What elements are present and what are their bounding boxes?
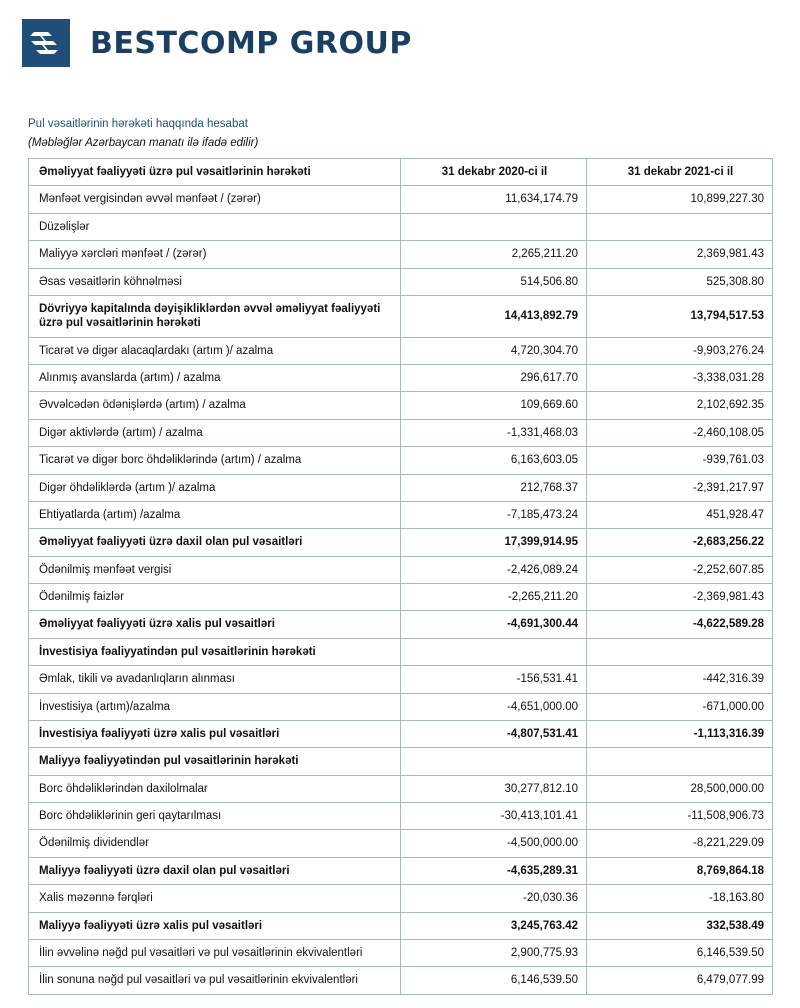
row-label: Ticarət və digər alacaqlardakı (artım )/ azalma — [29, 337, 401, 364]
table-row — [29, 803, 773, 830]
table-row — [29, 720, 773, 747]
table-row — [29, 967, 773, 994]
value-2021: -1,113,316.39 — [587, 720, 773, 747]
value-2021: -4,622,589.28 — [587, 611, 773, 638]
value-2020: -4,807,531.41 — [401, 720, 587, 747]
table-row — [29, 447, 773, 474]
value-2021 — [587, 213, 773, 240]
row-label: Əsas vəsaitlərin köhnəlməsi — [29, 268, 401, 295]
value-2020: -1,331,468.03 — [401, 419, 587, 446]
value-2021: -11,508,906.73 — [587, 803, 773, 830]
value-2020: 4,720,304.70 — [401, 337, 587, 364]
brand-name: BESTCOMP GROUP — [90, 25, 412, 61]
page-subtitle: (Məbləğlər Azərbaycan manatı ilə ifadə edilir) — [28, 137, 259, 149]
table-row — [29, 912, 773, 939]
value-2020: 6,146,539.50 — [401, 967, 587, 994]
value-2020: -2,426,089.24 — [401, 556, 587, 583]
table-row — [29, 693, 773, 720]
table-row — [29, 501, 773, 528]
value-2021: -939,761.03 — [587, 447, 773, 474]
value-2021: 332,538.49 — [587, 912, 773, 939]
value-2021: -442,316.39 — [587, 666, 773, 693]
value-2020: -4,691,300.44 — [401, 611, 587, 638]
column-header: 31 dekabr 2020-ci il — [401, 159, 587, 186]
table-row — [29, 337, 773, 364]
row-label: İnvestisiya fəaliyyatindən pul vəsaitlərinin hərəkəti — [29, 638, 401, 665]
table-row — [29, 775, 773, 802]
value-2020: 296,617.70 — [401, 365, 587, 392]
row-label: Ticarət və digər borc öhdəliklərində (artım) / azalma — [29, 447, 401, 474]
row-label: Ödənilmiş mənfəət vergisi — [29, 556, 401, 583]
page-title: Pul vəsaitlərinin hərəkəti haqqında hesabat — [28, 118, 248, 130]
value-2021: -2,683,256.22 — [587, 529, 773, 556]
row-label: Digər öhdəliklərdə (artım )/ azalma — [29, 474, 401, 501]
value-2020: 14,413,892.79 — [401, 295, 587, 337]
table-row — [29, 748, 773, 775]
value-2021: 525,308.80 — [587, 268, 773, 295]
cash-flow-table — [28, 158, 773, 995]
cash-flow-table-body — [29, 159, 773, 995]
value-2021: 10,899,227.30 — [587, 186, 773, 213]
value-2020: -30,413,101.41 — [401, 803, 587, 830]
cash-flow-table-wrapper — [28, 158, 772, 995]
table-row — [29, 584, 773, 611]
row-label: İnvestisiya fəaliyyəti üzrə xalis pul vəsaitləri — [29, 720, 401, 747]
row-label: Borc öhdəliklərindən daxilolmalar — [29, 775, 401, 802]
page-header — [0, 0, 800, 72]
row-label: Maliyyə fəaliyyətindən pul vəsaitlərinin hərəkəti — [29, 748, 401, 775]
row-label: İlin sonuna nəğd pul vəsaitləri və pul vəsaitlərinin ekvivalentləri — [29, 967, 401, 994]
row-label: Maliyyə fəaliyyəti üzrə daxil olan pul vəsaitləri — [29, 857, 401, 884]
table-row — [29, 213, 773, 240]
value-2021: -2,460,108.05 — [587, 419, 773, 446]
row-label: Əmlak, tikili və avadanlıqların alınması — [29, 666, 401, 693]
row-label: Borc öhdəliklərinin geri qaytarılması — [29, 803, 401, 830]
value-2021: 28,500,000.00 — [587, 775, 773, 802]
value-2020: -4,651,000.00 — [401, 693, 587, 720]
row-label: Ödənilmiş faizlər — [29, 584, 401, 611]
row-label: Dövriyyə kapitalında dəyişikliklərdən əvvəl əməliyyat fəaliyyəti üzrə pul vəsaitlərinin hərəkəti — [29, 295, 401, 337]
table-row — [29, 857, 773, 884]
value-2020: -7,185,473.24 — [401, 501, 587, 528]
row-label: Alınmış avanslarda (artım) / azalma — [29, 365, 401, 392]
value-2020 — [401, 638, 587, 665]
row-label: Əməliyyat fəaliyyəti üzrə daxil olan pul vəsaitləri — [29, 529, 401, 556]
table-row — [29, 268, 773, 295]
row-label: İnvestisiya (artım)/azalma — [29, 693, 401, 720]
table-row — [29, 392, 773, 419]
column-header: Əməliyyat fəaliyyəti üzrə pul vəsaitlərinin hərəkəti — [29, 159, 401, 186]
column-header: 31 dekabr 2021-ci il — [587, 159, 773, 186]
bestcomp-logo-icon — [22, 19, 70, 67]
value-2020: 212,768.37 — [401, 474, 587, 501]
table-row — [29, 830, 773, 857]
value-2021: -9,903,276.24 — [587, 337, 773, 364]
value-2020: -20,030.36 — [401, 885, 587, 912]
value-2021: 451,928.47 — [587, 501, 773, 528]
value-2021: 2,369,981.43 — [587, 241, 773, 268]
table-row — [29, 186, 773, 213]
row-label: Ödənilmiş dividendlər — [29, 830, 401, 857]
value-2020: -156,531.41 — [401, 666, 587, 693]
table-row — [29, 295, 773, 337]
value-2021: -2,252,607.85 — [587, 556, 773, 583]
table-row — [29, 419, 773, 446]
row-label: Maliyyə xərcləri mənfəət / (zərər) — [29, 241, 401, 268]
value-2020: -2,265,211.20 — [401, 584, 587, 611]
value-2020 — [401, 748, 587, 775]
row-label: Əvvəlcədən ödənişlərdə (artım) / azalma — [29, 392, 401, 419]
row-label: Düzəlişlər — [29, 213, 401, 240]
value-2021 — [587, 748, 773, 775]
value-2021: 2,102,692.35 — [587, 392, 773, 419]
table-row — [29, 474, 773, 501]
value-2021 — [587, 638, 773, 665]
table-row — [29, 556, 773, 583]
value-2020: 11,634,174.79 — [401, 186, 587, 213]
value-2021: -8,221,229.09 — [587, 830, 773, 857]
value-2020: 3,245,763.42 — [401, 912, 587, 939]
row-label: Xalis məzənnə fərqləri — [29, 885, 401, 912]
value-2021: -18,163.80 — [587, 885, 773, 912]
value-2020 — [401, 213, 587, 240]
table-row — [29, 885, 773, 912]
value-2021: -2,391,217.97 — [587, 474, 773, 501]
value-2020: -4,635,289.31 — [401, 857, 587, 884]
row-label: Ehtiyatlarda (artım) /azalma — [29, 501, 401, 528]
value-2020: 30,277,812.10 — [401, 775, 587, 802]
row-label: İlin əvvəlinə nəğd pul vəsaitləri və pul vəsaitlərinin ekvivalentləri — [29, 939, 401, 966]
value-2021: -2,369,981.43 — [587, 584, 773, 611]
row-label: Əməliyyat fəaliyyəti üzrə xalis pul vəsaitləri — [29, 611, 401, 638]
value-2021: 13,794,517.53 — [587, 295, 773, 337]
value-2021: -3,338,031.28 — [587, 365, 773, 392]
table-row — [29, 611, 773, 638]
value-2021: 6,479,077.99 — [587, 967, 773, 994]
row-label: Maliyyə fəaliyyəti üzrə xalis pul vəsaitləri — [29, 912, 401, 939]
value-2020: 6,163,603.05 — [401, 447, 587, 474]
table-row — [29, 638, 773, 665]
value-2021: 6,146,539.50 — [587, 939, 773, 966]
table-row — [29, 666, 773, 693]
value-2020: -4,500,000.00 — [401, 830, 587, 857]
value-2020: 17,399,914.95 — [401, 529, 587, 556]
value-2021: -671,000.00 — [587, 693, 773, 720]
table-row — [29, 365, 773, 392]
value-2020: 109,669.60 — [401, 392, 587, 419]
value-2020: 2,900,775.93 — [401, 939, 587, 966]
row-label: Mənfəət vergisindən əvvəl mənfəət / (zərər) — [29, 186, 401, 213]
row-label: Digər aktivlərdə (artım) / azalma — [29, 419, 401, 446]
value-2020: 514,506.80 — [401, 268, 587, 295]
table-row — [29, 529, 773, 556]
value-2021: 8,769,864.18 — [587, 857, 773, 884]
value-2020: 2,265,211.20 — [401, 241, 587, 268]
table-row — [29, 241, 773, 268]
table-header-row — [29, 159, 773, 186]
table-row — [29, 939, 773, 966]
